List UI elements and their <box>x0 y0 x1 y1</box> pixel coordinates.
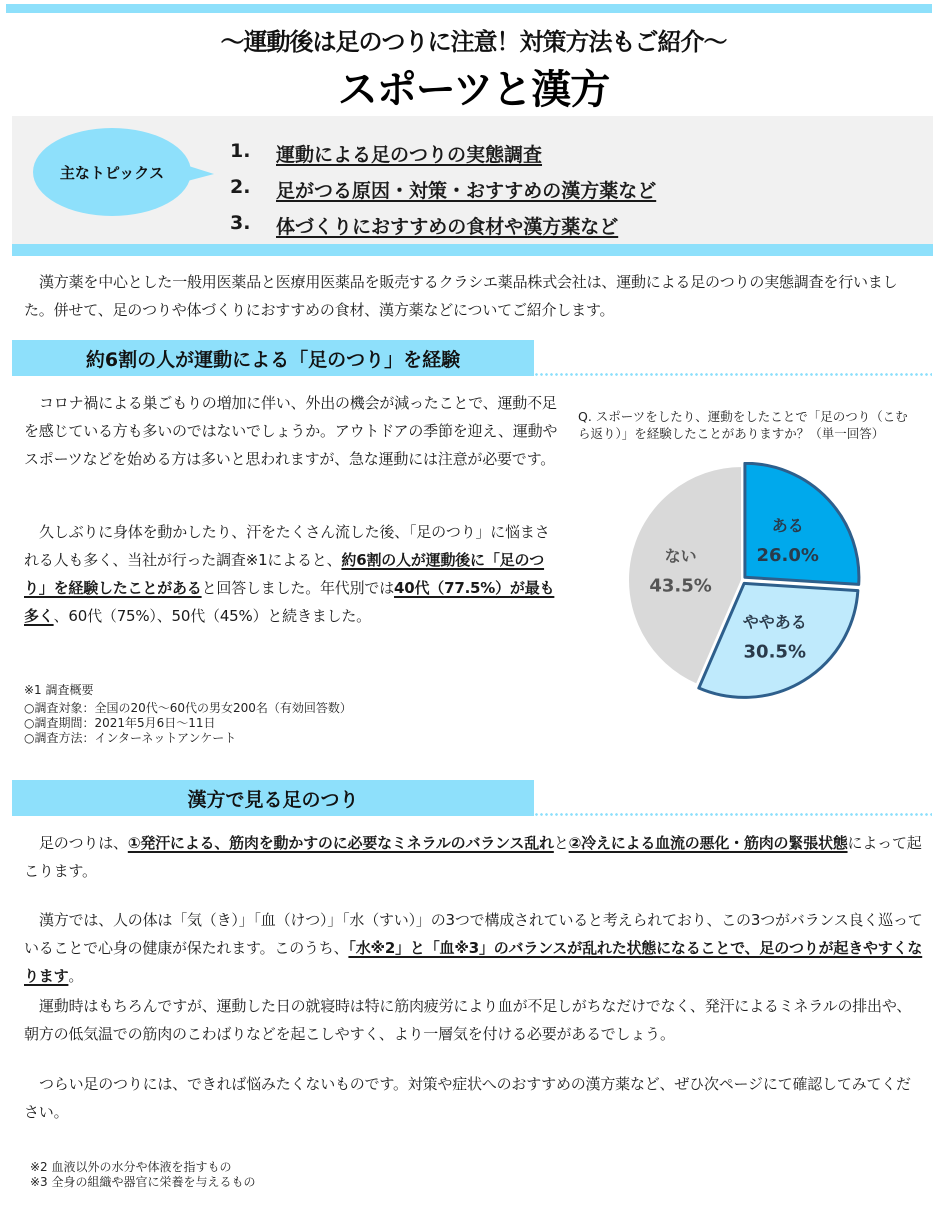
intro-text: 漢方薬を中心とした一般用医薬品と医療用医薬品を販売するクラシエ薬品株式会社は、運動による足のつりの実態調査を行いました。併せて、足のつりや体づくりにおすすめの食材、漢方薬などについてご紹介します。 <box>24 273 898 319</box>
emphasis-text: 「水※2」と「血※3」のバランスが乱れた状態になることで、足のつりが起きやすくなります <box>24 939 923 985</box>
survey-note-title: ※1 調査概要 <box>24 683 94 697</box>
chart-question: Q. スポーツをしたり、運動をしたことで「足のつり（こむら返り）」を経験したことがありますか？（単一回答） <box>578 409 908 441</box>
emphasis-text: 約6割の人が運動後に「足のつり」を経験したことがある <box>24 551 545 597</box>
page-subtitle: ～運動後は足のつりに注意！対策方法もご紹介～ <box>220 28 727 56</box>
pie-value-1: 30.5% <box>743 641 806 663</box>
pie-value-0: 26.0% <box>756 545 819 567</box>
survey-note-line: ○調査方法：インターネットアンケート <box>24 731 237 745</box>
text-segment: 久しぶりに身体を動かしたり、汗をたくさん流した後、「足のつり」に悩まされる人も多く、当社が行った調査※1によると、 <box>24 523 550 569</box>
footnote: ※3 全身の組織や器官に栄養を与えるもの <box>30 1175 256 1189</box>
kampo-paragraph-1 <box>24 829 924 885</box>
pie-value-2: 43.5% <box>649 575 712 597</box>
pie-label-2: ない <box>664 546 697 566</box>
topics-bubble-label: 主なトピックス <box>59 163 165 182</box>
text-segment: 足のつりは、 <box>39 834 128 852</box>
text-segment: 漢方では、人の体は「気（き）」「血（けつ）」「水（すい）」の3つで構成されていると考えられており、この3つがバランス良く巡っていることで心身の健康が保たれます。このうち、 <box>24 911 923 957</box>
topic-item-2[interactable] <box>230 176 656 203</box>
text-segment: 、60代（75%）、50代（45%）と続きました。 <box>53 607 371 625</box>
section-divider-dots <box>534 813 932 816</box>
topic-item-3[interactable] <box>230 212 618 239</box>
kampo-paragraph-3-text: 運動時はもちろんですが、運動した日の就寝時は特に筋肉疲労により血が不足しがちなだけでなく、発汗によるミネラルの排出や、朝方の低気温での筋肉のこわばりなどを起こしやすく、より一層気を付ける必要があるでしょう。 <box>24 997 912 1043</box>
section-heading-survey: 約6割の人が運動による「足のつり」を経験 <box>12 340 534 376</box>
top-accent-bar <box>6 4 932 13</box>
footnotes <box>30 1160 480 1190</box>
topic-number: 1. <box>230 140 251 162</box>
pie-chart <box>620 462 870 702</box>
emphasis-text: ①発汗による、筋肉を動かすのに必要なミネラルのバランス乱れ <box>127 834 554 852</box>
survey-overview-note <box>24 683 504 746</box>
emphasis-text: ②冷えによる血流の悪化・筋肉の緊張状態 <box>568 834 848 852</box>
topics-bottom-bar <box>12 244 933 256</box>
text-segment: と <box>553 834 569 852</box>
topic-link[interactable]: 体づくりにおすすめの食材や漢方薬など <box>276 216 619 238</box>
survey-paragraph-1-text: コロナ禍による巣ごもりの増加に伴い、外出の機会が減ったことで、運動不足を感じている方も多いのではないでしょうか。アウトドアの季節を迎え、運動やスポーツなどを始める方は多いと思われますが、急な運動には注意が必要です。 <box>24 394 558 468</box>
survey-paragraph-2 <box>24 518 558 630</box>
pie-label-0: ある <box>771 516 804 536</box>
section-heading-kampo: 漢方で見る足のつり <box>12 780 534 816</box>
page-title: スポーツと漢方 <box>337 67 610 113</box>
footnote: ※2 血液以外の水分や体液を指すもの <box>30 1160 232 1174</box>
intro-paragraph <box>24 268 924 324</box>
kampo-paragraph-2 <box>24 906 924 990</box>
topic-link[interactable]: 足がつる原因・対策・おすすめの漢方薬など <box>276 180 657 202</box>
pie-label-1: ややある <box>742 612 807 632</box>
topic-number: 2. <box>230 176 251 198</box>
survey-note-line: ○調査対象：全国の20代～60代の男女200名（有効回答数） <box>24 701 352 715</box>
kampo-paragraph-3 <box>24 992 924 1048</box>
kampo-paragraph-4 <box>24 1070 924 1126</box>
topic-link[interactable]: 運動による足のつりの実態調査 <box>276 144 543 166</box>
section-divider-dots <box>534 373 932 376</box>
survey-paragraph-1 <box>24 389 558 473</box>
topics-bubble <box>33 128 191 216</box>
text-segment: 。 <box>68 967 84 985</box>
survey-note-line: ○調査期間：2021年5月6日～11日 <box>24 716 216 730</box>
text-segment: によって起こります。 <box>24 834 922 880</box>
emphasis-text: 40代（77.5%）が最も多く <box>24 579 555 625</box>
text-segment: と回答しました。年代別では <box>201 579 395 597</box>
topic-item-1[interactable] <box>230 140 542 167</box>
topic-number: 3. <box>230 212 251 234</box>
kampo-paragraph-4-text: つらい足のつりには、できれば悩みたくないものです。対策や症状へのおすすめの漢方薬など、ぜひ次ページにて確認してみてください。 <box>24 1075 911 1121</box>
